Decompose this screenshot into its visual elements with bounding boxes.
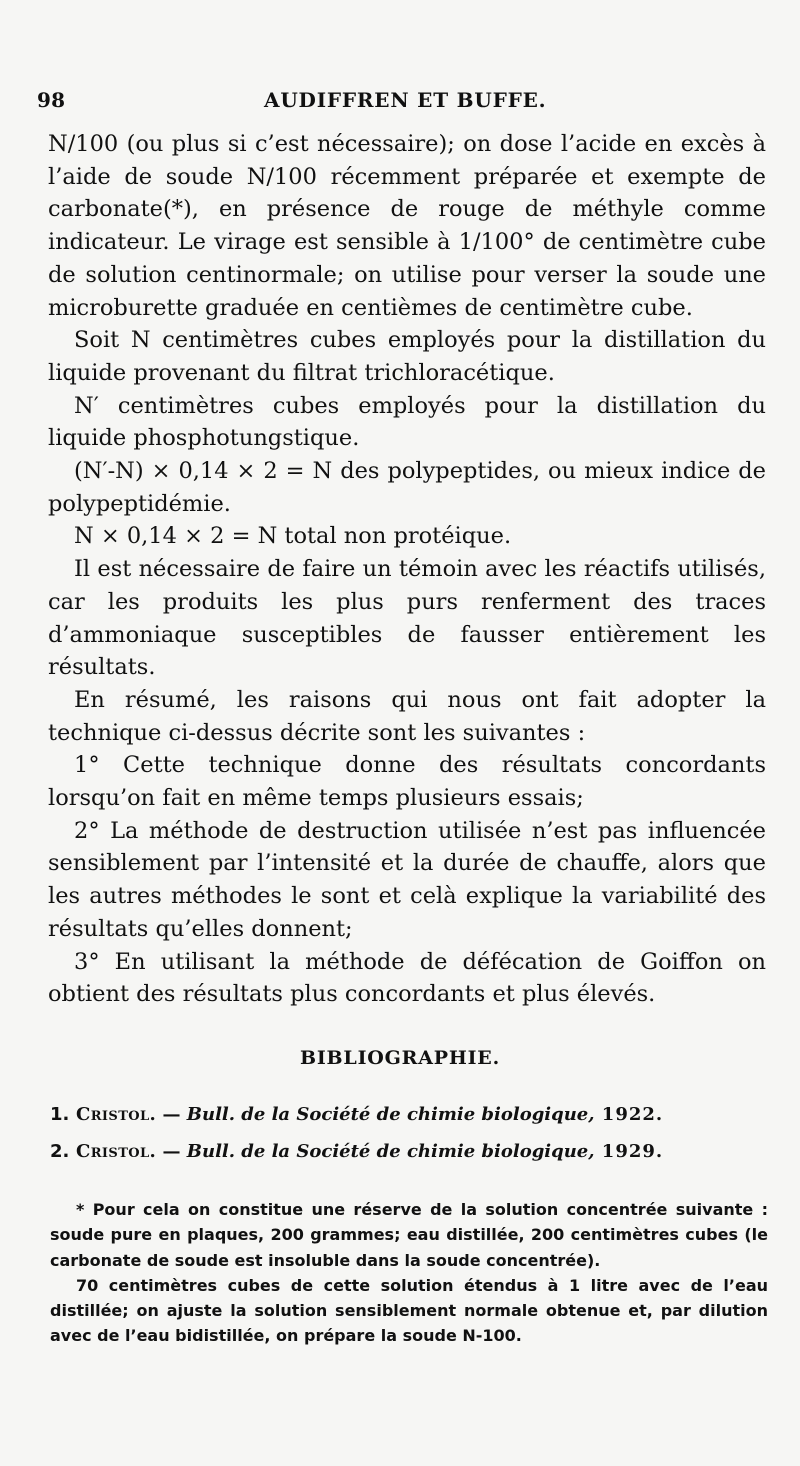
bibliography-list (50, 1100, 768, 1174)
reason-2: 2° La méthode de destruction utilisée n’est pas influencée sensiblement par l’intensité et la durée de chauffe, alors que les autres méthodes le sont et celà explique la variabilité des résultats qu’elles donnent; (48, 817, 766, 942)
footnote-paragraph-1: * Pour cela on constitue une réserve de la solution concentrée suivante : soude pure en plaques, 200 grammes; eau distillée, 200 centimètres cubes (le carbonate de soude est insoluble dans la soude concentrée). (50, 1200, 768, 1270)
bibliography-item (50, 1137, 768, 1166)
running-title: AUDIFFREN ET BUFFE. (264, 88, 547, 112)
body-paragraph-1: N/100 (ou plus si c’est nécessaire); on dose l’acide en excès à l’aide de soude N/100 récemment préparée et exempte de carbonate(*), en présence de rouge de méthyle comme indicateur. Le virage est sensible à 1/100° de centimètre cube de solution centinormale; on utilise pour verser la soude une microburette graduée en centièmes de centimètre cube. (48, 131, 766, 321)
reason-1: 1° Cette technique donne des résultats concordants lorsqu’on fait en même temps plusieurs essais; (48, 752, 766, 812)
footnote-paragraph-2: 70 centimètres cubes de cette solution étendus à 1 litre avec de l’eau distillée; on ajuste la solution sensiblement normale obtenue et, par dilution avec de l’eau bidistillée, on prépare la soude N-100. (50, 1275, 768, 1346)
bibliography-year: 1929. (594, 1141, 664, 1162)
bibliography-year: 1922. (594, 1104, 664, 1125)
reason-3: 3° En utilisant la méthode de défécation de Goiffon on obtient des résultats plus concordants et plus élevés. (48, 948, 766, 1008)
formula-total-nitrogen: N × 0,14 × 2 = N total non protéique. (74, 523, 512, 550)
bibliography-item (50, 1100, 768, 1129)
page-number: 98 (37, 88, 66, 112)
bibliography-heading: BIBLIOGRAPHIE. (300, 1047, 500, 1069)
main-text (48, 128, 766, 1011)
bibliography-dash: — (156, 1141, 187, 1162)
bibliography-author: Cristol. (76, 1104, 157, 1125)
bibliography-author: Cristol. (76, 1141, 157, 1162)
page-header (37, 88, 763, 118)
body-paragraph-7: En résumé, les raisons qui nous ont fait adopter la technique ci-dessus décrite sont les suivantes : (48, 686, 766, 746)
bibliography-number: 1. (50, 1104, 70, 1125)
body-paragraph-3: N′ centimètres cubes employés pour la distillation du liquide phosphotungstique. (48, 392, 766, 452)
body-paragraph-6: Il est nécessaire de faire un témoin avec les réactifs utilisés, car les produits les plus purs renferment des traces d’ammoniaque susceptibles de fausser entièrement les résultats. (48, 556, 766, 681)
bibliography-title: Bull. de la Société de chimie biologique, (186, 1141, 595, 1162)
footnote (50, 1197, 768, 1349)
formula-polypeptides: (N′-N) × 0,14 × 2 = N des polypeptides, ou mieux indice de polypeptidémie. (48, 458, 766, 517)
body-paragraph-2: Soit N centimètres cubes employés pour la distillation du liquide provenant du filtrat trichloracétique. (48, 327, 766, 386)
bibliography-title: Bull. de la Société de chimie biologique, (186, 1104, 595, 1125)
bibliography-dash: — (156, 1104, 187, 1125)
bibliography-number: 2. (50, 1141, 70, 1162)
